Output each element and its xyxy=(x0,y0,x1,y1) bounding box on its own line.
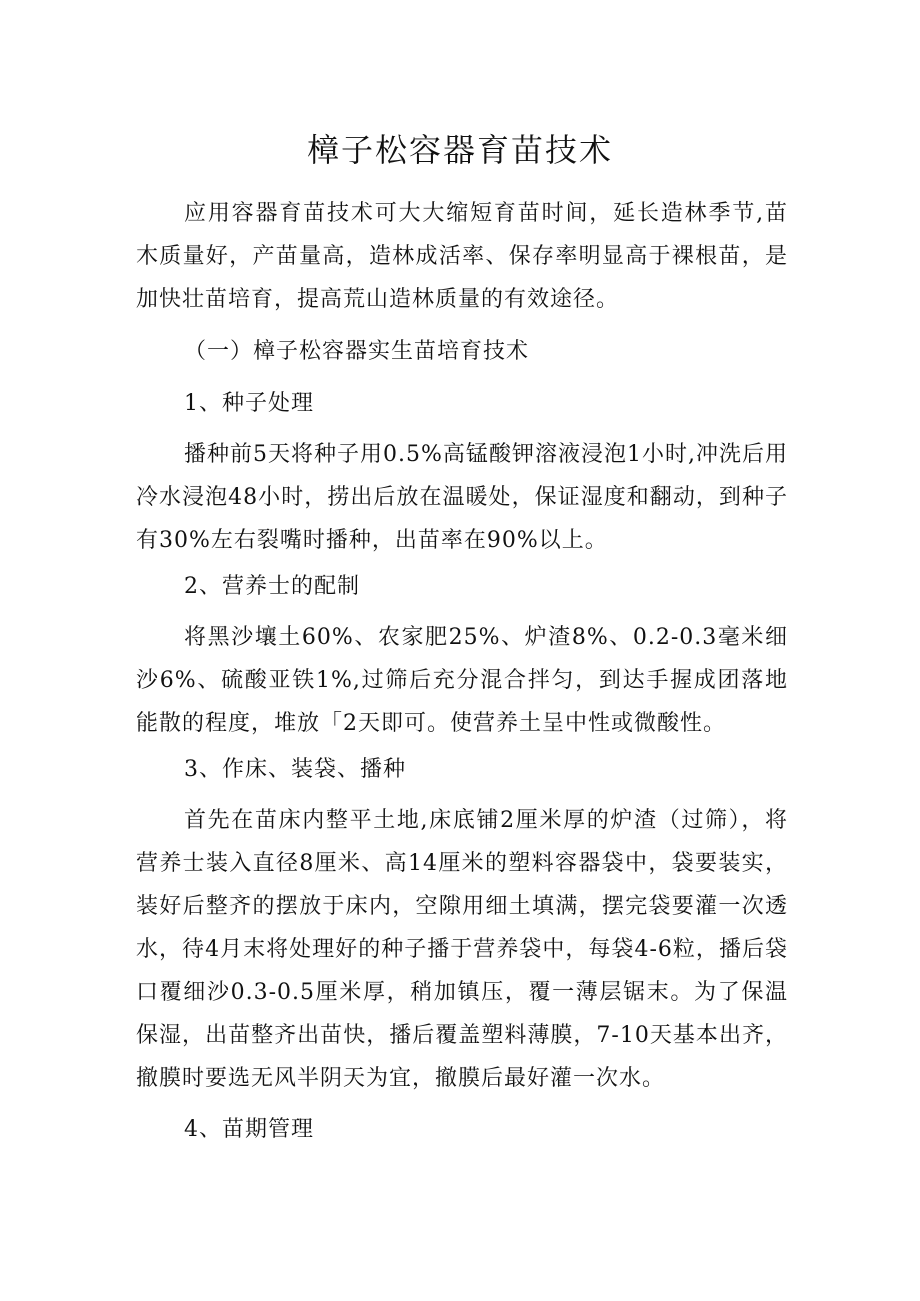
section-heading-1: （一）樟子松容器实生苗培育技术 xyxy=(184,339,530,364)
item-heading-4: 4、苗期管理 xyxy=(184,1117,314,1142)
item-heading-2: 2、营养士的配制 xyxy=(184,574,360,599)
item-heading-3: 3、作床、装袋、播种 xyxy=(184,757,406,782)
item-paragraph-2: 将黑沙壤土60%、农家肥25%、炉渣8%、0.2-0.3毫米细沙6%、硫酸亚铁1%,过筛后充分混合拌匀，到达手握成团落地能散的程度，堆放「2天即可。使营养土呈中性或微酸性。 xyxy=(136,625,788,736)
item-paragraph-3: 首先在苗床内整平土地,床底铺2厘米厚的炉渣（过筛），将营养士装入直径8厘米、高14厘米的塑料容器袋中，袋要装实，装好后整齐的摆放于床内，空隙用细土填满，摆完袋要灌一次透水，待4月末将处理好的种子播于营养袋中，每袋4-6粒，播后袋口覆细沙0.3-0.5厘米厚，稍加镇压，覆一薄层锯末。为了保温保湿，出苗整齐出苗快，播后覆盖塑料薄膜，7-10天基本出齐，撤膜时要选无风半阴天为宜，撤膜后最好灌一次水。 xyxy=(136,808,788,1091)
item-paragraph-1: 播种前5天将种子用0.5%高锰酸钾溶液浸泡1小时,冲洗后用冷水浸泡48小时，捞出后放在温暖处，保证湿度和翻动，到种子有30%左右裂嘴时播种，出苗率在90%以上。 xyxy=(136,442,788,553)
item-heading-1: 1、种子处理 xyxy=(184,391,314,416)
intro-paragraph: 应用容器育苗技术可大大缩短育苗时间，延长造林季节,苗木质量好，产苗量高，造林成活率、保存率明显高于裸根苗，是加快壮苗培育，提高荒山造林质量的有效途径。 xyxy=(136,201,788,312)
page-title: 樟子松容器育苗技术 xyxy=(306,131,613,169)
